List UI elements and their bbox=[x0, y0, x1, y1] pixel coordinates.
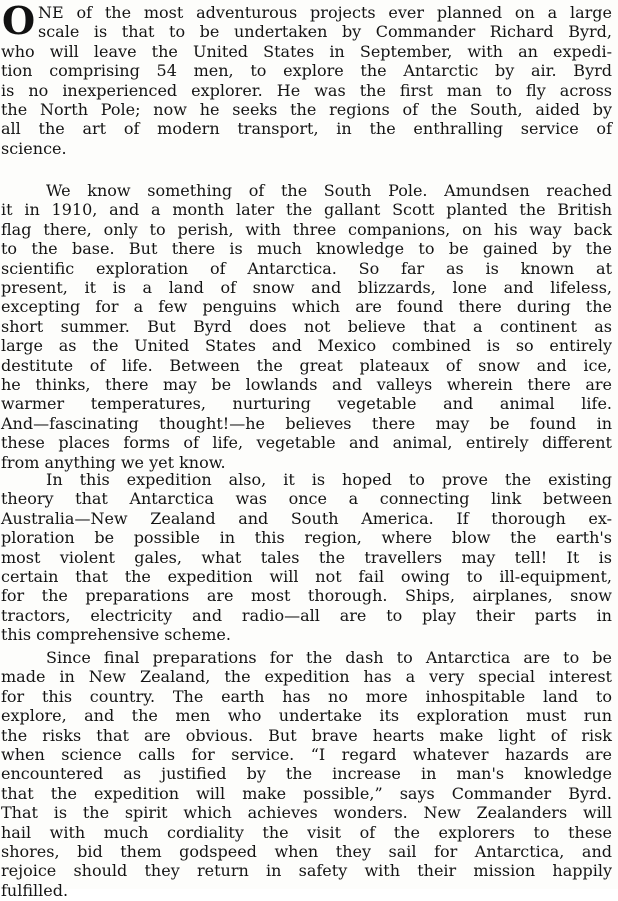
text-line: Australia—New Zealand and South America. If thorough ex- bbox=[1, 508, 612, 528]
text-line: theory that Antarctica was once a connecting link between bbox=[1, 489, 612, 509]
text-line: Since final preparations for the dash to Antarctica are to be bbox=[46, 648, 612, 667]
text-line: the risks that are obvious. But brave hearts make light of risk bbox=[1, 725, 612, 745]
text-line: We know something of the South Pole. Amundsen reached bbox=[46, 181, 612, 200]
text-line: who will leave the United States in September, with an expedi- bbox=[1, 41, 612, 61]
text-line: ploration be possible in this region, where blow the earth's bbox=[1, 528, 612, 548]
text-line: encountered as justified by the increase in man's knowledge bbox=[1, 764, 612, 784]
text-line: the North Pole; now he seeks the regions of the South, aided by bbox=[1, 100, 612, 119]
text-line: And—fascinating thought!—he believes there may be found in bbox=[1, 413, 612, 433]
text-line: destitute of life. Between the great plateaux of snow and ice, bbox=[1, 355, 612, 375]
drop-cap: O bbox=[2, 0, 36, 43]
text-line: he thinks, there may be lowlands and valleys wherein there are bbox=[1, 375, 612, 394]
text-line: made in New Zealand, the expedition has a very special interest bbox=[1, 667, 612, 687]
text-line: that the expedition will make possible,” says Commander Byrd. bbox=[1, 783, 612, 803]
text-line: present, it is a land of snow and blizzards, lone and lifeless, bbox=[1, 278, 612, 297]
text-line: for the preparations are most thorough. Ships, airplanes, snow bbox=[1, 586, 612, 606]
text-line: to the base. But there is much knowledge to be gained by the bbox=[1, 239, 612, 259]
text-line: excepting for a few penguins which are found there during the bbox=[1, 297, 612, 317]
text-line: explore, and the men who undertake its exploration must run bbox=[1, 706, 612, 726]
text-line: when science calls for service. “I regard whatever hazards are bbox=[1, 745, 612, 764]
text-line: it in 1910, and a month later the gallant Scott planted the British bbox=[1, 200, 612, 220]
text-line: these places forms of life, vegetable and animal, entirely different bbox=[1, 433, 612, 453]
text-line: shores, bid them godspeed when they sail for Antarctica, and bbox=[1, 842, 612, 861]
text-line: warmer temperatures, nurturing vegetable and animal life. bbox=[1, 394, 612, 414]
text-line: flag there, only to perish, with three companions, on his way back bbox=[1, 219, 612, 239]
text-line: certain that the expedition will not fail owing to ill-equipment, bbox=[1, 567, 612, 586]
text-line: tion comprising 54 men, to explore the Antarctic by air. Byrd bbox=[1, 61, 612, 81]
text-line: scale is that to be undertaken by Commander Richard Byrd, bbox=[38, 22, 612, 42]
text-line: for this country. The earth has no more inhospitable land to bbox=[1, 686, 612, 706]
text-line: this comprehensive scheme. bbox=[1, 625, 231, 645]
text-line: tractors, electricity and radio—all are to play their parts in bbox=[1, 605, 612, 625]
text-line: all the art of modern transport, in the enthralling service of bbox=[1, 119, 612, 139]
text-line: is no inexperienced explorer. He was the first man to fly across bbox=[1, 80, 612, 100]
text-line: hail with much cordiality the visit of the explorers to these bbox=[1, 822, 612, 842]
text-line: science. bbox=[1, 138, 67, 158]
text-line: short summer. But Byrd does not believe that a continent as bbox=[1, 316, 612, 336]
text-line: NE of the most adventurous projects ever planned on a large bbox=[38, 3, 612, 22]
text-line: from anything we yet know. bbox=[1, 452, 226, 472]
text-line: rejoice should they return in safety with their mission happily bbox=[1, 861, 612, 881]
text-line: most violent gales, what tales the travellers may tell! It is bbox=[1, 547, 612, 567]
text-line: scientific exploration of Antarctica. So far as is known at bbox=[1, 258, 612, 278]
text-line: large as the United States and Mexico combined is so entirely bbox=[1, 336, 612, 356]
text-line: fulfilled. bbox=[1, 880, 69, 900]
text-line: That is the spirit which achieves wonders. New Zealanders will bbox=[1, 803, 612, 823]
text-line: In this expedition also, it is hoped to prove the existing bbox=[46, 470, 612, 489]
